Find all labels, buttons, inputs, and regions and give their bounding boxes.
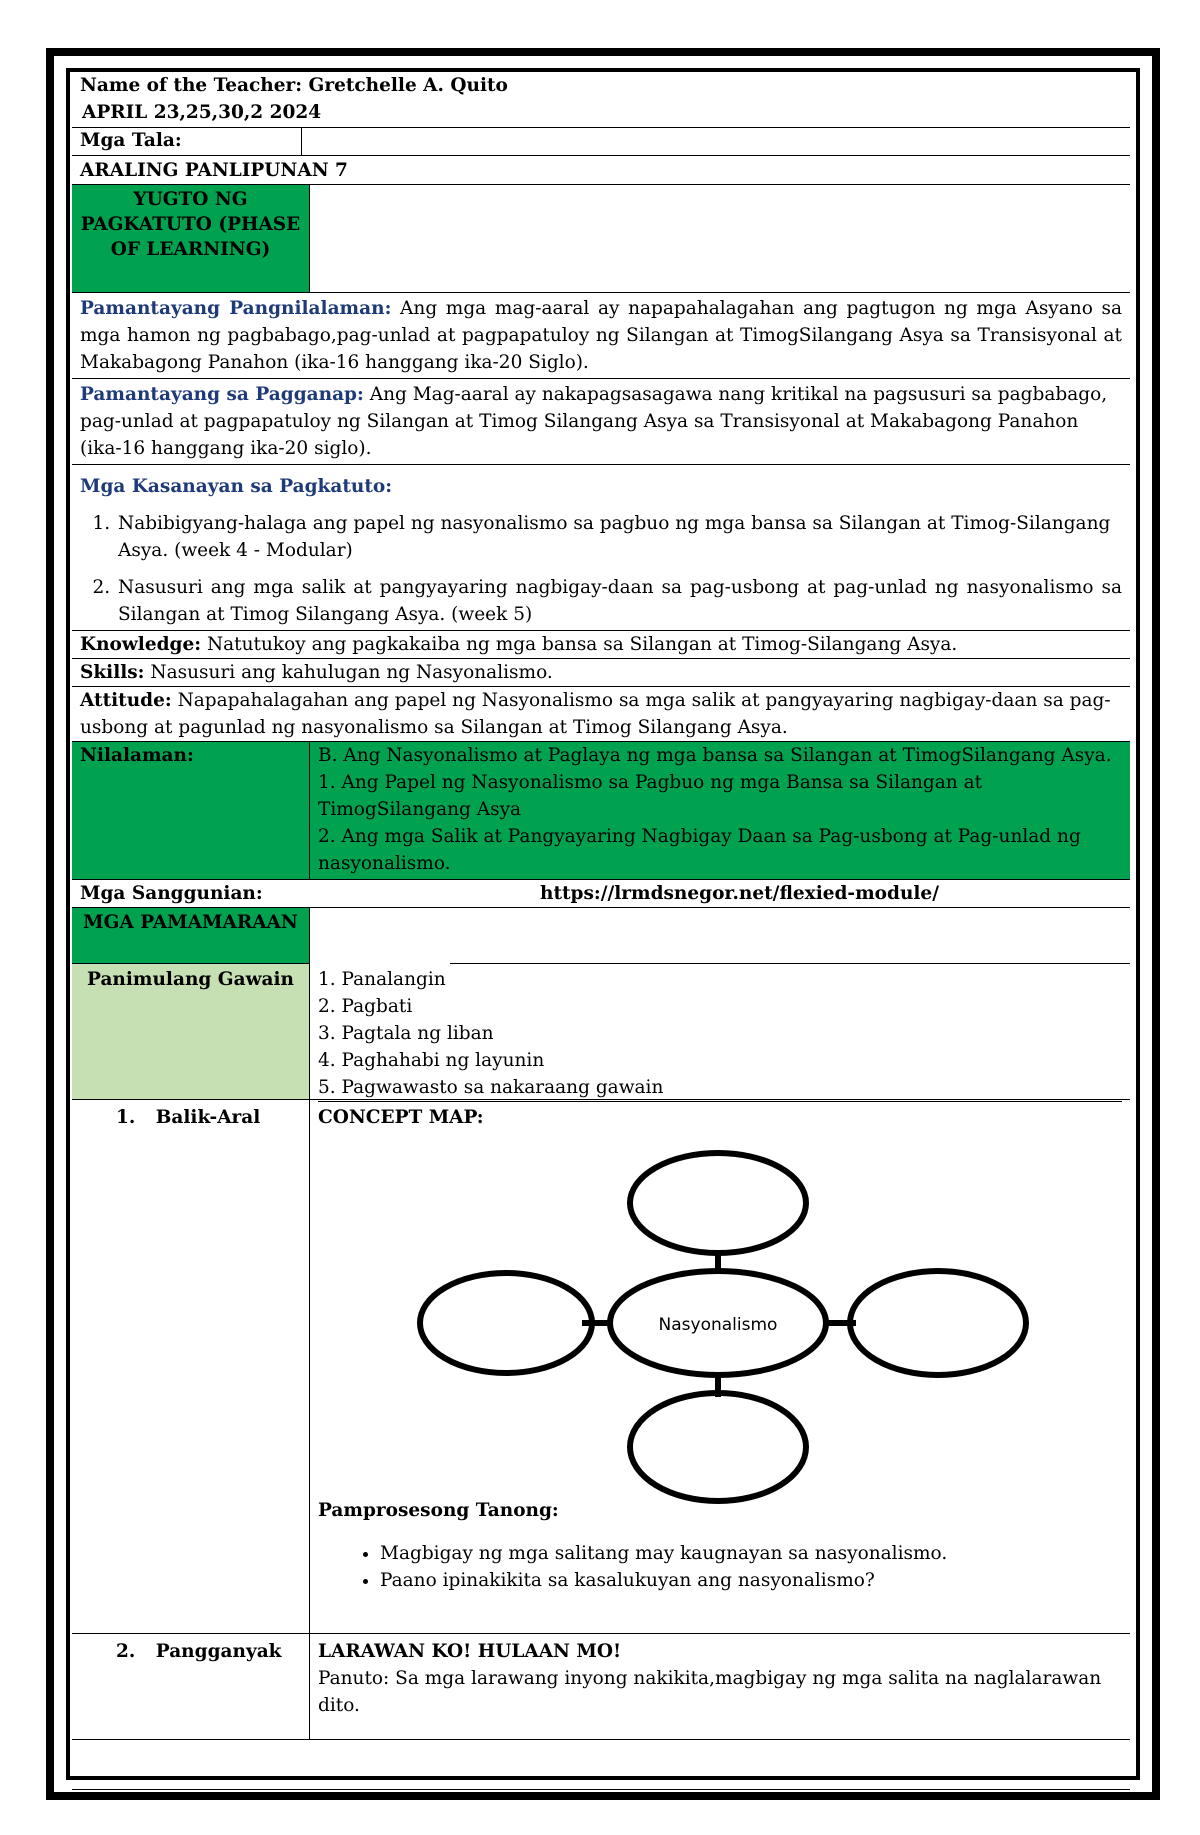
content-standard bbox=[72, 293, 1130, 379]
content-standard-label: Pamantayang Pangnilalaman: bbox=[80, 298, 392, 319]
processing-question: • Magbigay ng mga salitang may kaugnayan sa nasyonalismo. bbox=[380, 1540, 1130, 1567]
competency-item: 2. Nasusuri ang mga salik at pangyayaring nagbigay-daan sa pag-usbong at pag-unlad ng nasyonalismo sa Silangan at Timog Silangang Asya. (week 5) bbox=[116, 574, 1122, 628]
motivation-number: 2. bbox=[116, 1641, 136, 1662]
teacher-label: Name of the Teacher: bbox=[80, 75, 303, 96]
concept-map bbox=[310, 1131, 1130, 1511]
processing-label: Pamprosesong Tanong: bbox=[318, 1500, 559, 1521]
map-node-top[interactable] bbox=[630, 1153, 806, 1253]
review-row bbox=[72, 1100, 1130, 1634]
procedures-label: MGA PAMAMARAAN bbox=[72, 908, 310, 964]
map-node-right[interactable] bbox=[850, 1271, 1026, 1375]
procedures-header-row bbox=[72, 908, 1130, 964]
review-number: 1. bbox=[116, 1107, 136, 1128]
teacher-name: Gretchelle A. Quito bbox=[308, 75, 508, 96]
performance-standard-label: Pamantayang sa Pagganap: bbox=[80, 384, 364, 405]
phase-label: YUGTO NG PAGKATUTO (PHASE OF LEARNING) bbox=[72, 185, 310, 292]
attitude-label: Attitude: bbox=[80, 690, 172, 711]
content-label: Nilalaman: bbox=[72, 742, 310, 879]
intro-item: 5. Pagwawasto sa nakaraang gawain bbox=[318, 1074, 1122, 1102]
motivation-row bbox=[72, 1634, 1130, 1740]
competency-item: 1. Nabibigyang-halaga ang papel ng nasyonalismo sa pagbuo ng mga bansa sa Silangan at Timog-Silangang Asya. (week 4 - Modular) bbox=[116, 510, 1122, 564]
map-center-label: Nasyonalismo bbox=[658, 1315, 778, 1335]
review-label-cell bbox=[72, 1100, 310, 1633]
references-link[interactable]: https://lrmdsnegor.net/flexied-module/ bbox=[540, 883, 939, 904]
attitude-text: Napapahalagahan ang papel ng Nasyonalismo sa mga salik at pangyayaring nagbigay-daan sa pag-usbong at pagunlad ng nasyonalismo sa Silangan at Timog Silangang Asya. bbox=[80, 690, 1111, 738]
skills-label: Skills: bbox=[80, 662, 145, 683]
competencies bbox=[72, 465, 1130, 631]
knowledge-label: Knowledge: bbox=[80, 634, 202, 655]
references-label: Mga Sanggunian: bbox=[80, 883, 263, 904]
content-line: 2. Ang mga Salik at Pangyayaring Nagbigay Daan sa Pag-usbong at Pag-unlad ng nasyonalismo. bbox=[318, 826, 1081, 874]
attitude-objective bbox=[72, 687, 1130, 742]
competencies-label: Mga Kasanayan sa Pagkatuto: bbox=[80, 476, 393, 497]
notes-row bbox=[72, 127, 1130, 156]
performance-standard bbox=[72, 379, 1130, 465]
map-node-bottom[interactable] bbox=[630, 1393, 806, 1501]
motivation-title: LARAWAN KO! HULAAN MO! bbox=[318, 1641, 622, 1662]
content-standard-text: Ang mga mag-aaral ay napapahalagahan ang pagtugon ng mga Asyano sa mga hamon ng pagbabago,pag-unlad at pagpapatuloy ng Silangan at TimogSilangang Asya sa Transisyonal at Makabagong Panahon (ika-16 hanggang ika-20 Siglo). bbox=[80, 298, 1122, 373]
review-label: Balik-Aral bbox=[155, 1107, 261, 1128]
content-row bbox=[72, 742, 1130, 880]
phase-value bbox=[310, 185, 1130, 292]
intro-item: 2. Pagbati bbox=[318, 996, 413, 1017]
content-line: B. Ang Nasyonalismo at Paglaya ng mga bansa sa Silangan at TimogSilangang Asya. bbox=[318, 745, 1112, 766]
intro-item: 4. Paghahabi ng layunin bbox=[318, 1050, 545, 1071]
knowledge-text: Natutukoy ang pagkakaiba ng mga bansa sa Silangan at Timog-Silangang Asya. bbox=[206, 634, 958, 655]
knowledge-objective bbox=[72, 631, 1130, 659]
intro-activity-row bbox=[72, 964, 1130, 1100]
notes-label: Mga Tala: bbox=[72, 127, 302, 155]
map-node-left[interactable] bbox=[420, 1273, 592, 1373]
lesson-dates: APRIL 23,25,30,2 2024 bbox=[82, 102, 322, 123]
motivation-label: Pangganyak bbox=[155, 1641, 282, 1662]
intro-item: 1. Panalangin bbox=[318, 969, 446, 990]
intro-activity-label: Panimulang Gawain bbox=[72, 964, 310, 1099]
skills-text: Nasusuri ang kahulugan ng Nasyonalismo. bbox=[150, 662, 553, 683]
skills-objective bbox=[72, 659, 1130, 687]
motivation-instructions: Panuto: Sa mga larawang inyong nakikita,magbigay ng mga salita na naglalarawan dito. bbox=[318, 1668, 1102, 1716]
references-row bbox=[72, 880, 1130, 908]
lesson-plan bbox=[72, 72, 1130, 1790]
content-line: 1. Ang Papel ng Nasyonalismo sa Pagbuo ng mga Bansa sa Silangan at TimogSilangang Asya bbox=[318, 772, 983, 820]
empty-bottom-row bbox=[72, 1740, 1130, 1790]
performance-standard-text: Ang Mag-aaral ay nakapagsasagawa nang kritikal na pagsusuri sa pagbabago, pag-unlad at pagpapatuloy ng Silangan at Timog Silangang Asya sa Transisyonal at Makabagong Panahon (ika-16 hanggang ika-20 siglo). bbox=[80, 384, 1108, 459]
subject-title: ARALING PANLIPUNAN 7 bbox=[72, 156, 1130, 185]
notes-field[interactable] bbox=[302, 127, 1130, 155]
header-row bbox=[72, 72, 1130, 128]
concept-map-title: CONCEPT MAP: bbox=[318, 1107, 484, 1128]
processing-question: • Paano ipinakikita sa kasalukuyan ang nasyonalismo? bbox=[380, 1567, 1130, 1594]
motivation-label-cell bbox=[72, 1634, 310, 1739]
intro-item: 3. Pagtala ng liban bbox=[318, 1023, 494, 1044]
phase-row bbox=[72, 185, 1130, 293]
